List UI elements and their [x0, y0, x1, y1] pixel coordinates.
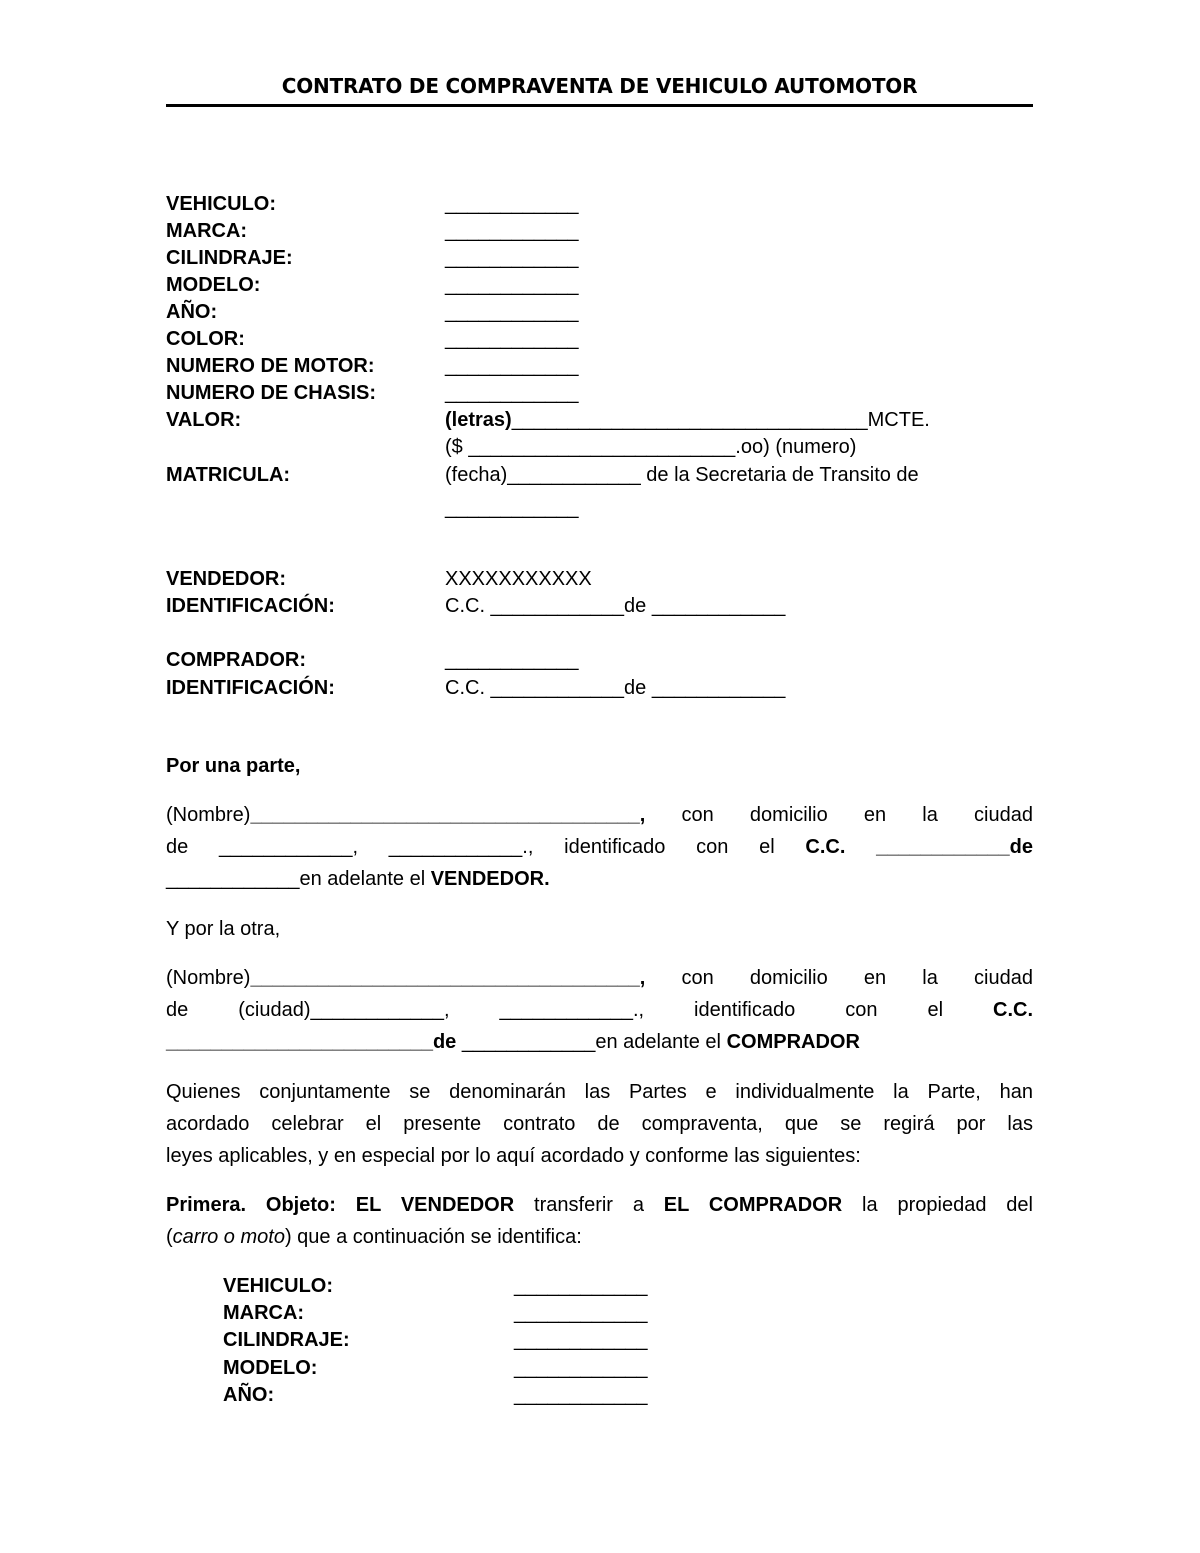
por-una-parte: Por una parte,	[166, 755, 301, 777]
valor-letras: (letras)	[445, 409, 512, 431]
document-title: CONTRATO DE COMPRAVENTA DE VEHICULO AUTOMOTOR	[281, 74, 918, 98]
vehicle-value: ____________	[445, 193, 579, 215]
valor-label: VALOR:	[166, 409, 242, 431]
modelo-value: ____________	[445, 274, 579, 296]
cilindraje-value: ____________	[445, 247, 579, 269]
obj-ano-value: ____________	[514, 1384, 648, 1406]
comprador-paragraph	[166, 962, 1033, 1058]
cilindraje-label: CILINDRAJE:	[166, 247, 293, 269]
marca-value: ____________	[445, 220, 579, 242]
vendedor-id-label: IDENTIFICACIÓN:	[166, 595, 335, 617]
y-por-la-otra: Y por la otra,	[166, 918, 281, 940]
vehicle-label: VEHICULO:	[166, 193, 276, 215]
modelo-label: MODELO:	[166, 274, 261, 296]
obj-vehiculo-value: ____________	[514, 1275, 648, 1297]
marca-label: MARCA:	[166, 220, 248, 242]
quienes-line-3: leyes aplicables, y en especial por lo aquí acordado y conforme las siguientes:	[166, 1145, 861, 1167]
vendedor-value: XXXXXXXXXXX	[445, 568, 592, 590]
valor-mcte: MCTE.	[867, 409, 930, 431]
vendedor-par-line-1: (Nombre)___________________________________, con domicilio en la ciudad	[166, 804, 1033, 826]
primera-line-2: (carro o moto) que a continuación se identifica:	[166, 1226, 582, 1248]
valor-letras-line	[445, 407, 930, 433]
valor-numero-line: ($ ________________________.oo) (numero)	[445, 436, 857, 458]
obj-modelo-label: MODELO:	[223, 1357, 318, 1379]
ano-label: AÑO:	[166, 301, 218, 323]
title-underline	[166, 104, 1033, 107]
obj-marca-label: MARCA:	[223, 1302, 305, 1324]
primera-line-1: Primera. Objeto: EL VENDEDOR transferir a EL COMPRADOR la propiedad del	[166, 1194, 1033, 1216]
vendedor-label: VENDEDOR:	[166, 568, 287, 590]
color-value: ____________	[445, 328, 579, 350]
chasis-value: ____________	[445, 382, 579, 404]
comprador-par-line-3: ________________________de ____________en adelante el COMPRADOR	[166, 1031, 860, 1053]
obj-modelo-value: ____________	[514, 1357, 648, 1379]
comprador-id-value: C.C. ____________de ____________	[445, 677, 786, 699]
quienes-line-1: Quienes conjuntamente se denominarán las Partes e individualmente la Parte, han	[166, 1081, 1033, 1103]
matricula-fecha: (fecha)	[445, 464, 508, 486]
vendedor-par-line-3: ____________en adelante el VENDEDOR.	[166, 868, 550, 890]
quienes-line-2: acordado celebrar el presente contrato de compraventa, que se regirá por las	[166, 1113, 1033, 1135]
matricula-text: de la Secretaria de Transito de	[640, 464, 919, 486]
motor-value: ____________	[445, 355, 579, 377]
obj-vehiculo-label: VEHICULO:	[223, 1275, 333, 1297]
obj-marca-value: ____________	[514, 1302, 648, 1324]
vendedor-id-value: C.C. ____________de ____________	[445, 595, 786, 617]
vendedor-paragraph	[166, 799, 1033, 895]
matricula-label: MATRICULA:	[166, 464, 291, 486]
comprador-par-line-1: (Nombre)___________________________________, con domicilio en la ciudad	[166, 967, 1033, 989]
valor-letras-blank: ________________________________	[511, 409, 868, 431]
chasis-label: NUMERO DE CHASIS:	[166, 382, 377, 404]
obj-cilindraje-value: ____________	[514, 1329, 648, 1351]
vendedor-par-line-2: de ____________, ____________., identificado con el C.C. ____________de	[166, 836, 1033, 858]
quienes-paragraph	[166, 1076, 1033, 1172]
comprador-value: ____________	[445, 649, 579, 671]
obj-cilindraje-label: CILINDRAJE:	[223, 1329, 350, 1351]
comprador-label: COMPRADOR:	[166, 649, 306, 671]
motor-label: NUMERO DE MOTOR:	[166, 355, 375, 377]
matricula-fecha-blank: ____________	[507, 464, 641, 486]
color-label: COLOR:	[166, 328, 245, 350]
primera-clause	[166, 1189, 1033, 1253]
obj-ano-label: AÑO:	[223, 1384, 275, 1406]
matricula-line	[445, 462, 919, 488]
ano-value: ____________	[445, 301, 579, 323]
matricula-blank: ____________	[445, 497, 579, 519]
comprador-par-line-2: de (ciudad)____________, ____________., identificado con el C.C.	[166, 999, 1033, 1021]
comprador-id-label: IDENTIFICACIÓN:	[166, 677, 335, 699]
